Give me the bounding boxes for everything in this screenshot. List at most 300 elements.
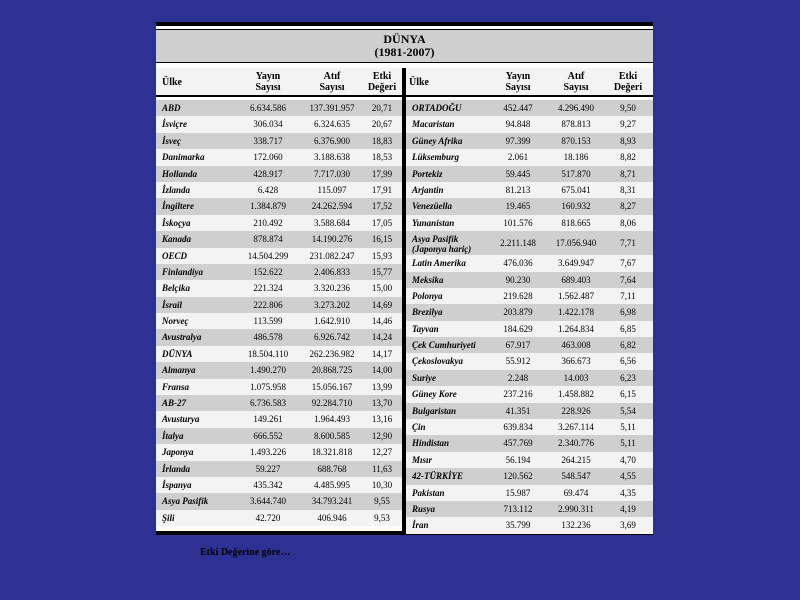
table-row <box>156 297 402 313</box>
cell-publications: 56.194 <box>505 454 531 465</box>
cell-impact: 7,11 <box>620 290 636 301</box>
cell-impact: 16,15 <box>371 234 393 245</box>
cell-citations: 69.474 <box>563 487 589 498</box>
cell-impact: 18,83 <box>371 135 393 146</box>
cell-impact: 12,90 <box>371 430 393 441</box>
cell-citations: 264.215 <box>561 454 591 465</box>
table-row <box>406 215 653 231</box>
cell-country <box>412 485 445 501</box>
cell-country <box>412 255 466 271</box>
cell-impact: 14,17 <box>371 348 393 359</box>
cell-impact: 17,99 <box>371 168 393 179</box>
cell-country-text: İran <box>412 520 429 531</box>
cell-country <box>162 493 208 509</box>
cell-citations: 366.673 <box>561 356 591 367</box>
cell-impact: 13,99 <box>371 381 393 392</box>
cell-country <box>162 215 191 231</box>
cell-impact: 20,67 <box>371 119 393 130</box>
header-impact-line2: Değeri <box>367 82 397 93</box>
cell-country <box>162 198 194 214</box>
cell-publications: 35.799 <box>505 520 531 531</box>
cell-citations: 6.324.635 <box>314 119 350 130</box>
cell-country <box>412 182 444 198</box>
cell-citations: 14.003 <box>563 372 589 383</box>
cell-country <box>162 116 187 132</box>
table-title-block <box>156 29 653 63</box>
cell-country-text: Güney Afrika <box>412 135 463 146</box>
cell-country <box>162 329 201 345</box>
cell-country <box>412 215 454 231</box>
cell-publications: 18.504.110 <box>247 348 289 359</box>
header-impact-line1: Etki <box>372 71 392 82</box>
header-publications <box>238 71 298 93</box>
cell-country-text: Macaristan <box>412 119 455 130</box>
table-row <box>156 411 402 427</box>
table-row <box>406 452 653 468</box>
cell-publications: 639.834 <box>503 422 533 433</box>
cell-impact: 17,05 <box>371 217 393 228</box>
table-row <box>156 149 402 165</box>
table-row <box>406 272 653 288</box>
cell-country-text: ABD <box>162 103 181 113</box>
cell-impact: 15,93 <box>371 250 393 261</box>
cell-country <box>412 353 463 369</box>
cell-publications: 172.060 <box>253 152 283 163</box>
table-row <box>406 231 653 255</box>
cell-country <box>162 297 182 313</box>
table-row <box>156 313 402 329</box>
cell-country-text: Arjantin <box>412 184 444 195</box>
table-row <box>406 386 653 402</box>
cell-country-text: Lüksemburg <box>412 152 460 163</box>
cell-citations: 20.868.725 <box>311 365 353 376</box>
cell-impact: 8,27 <box>620 201 636 212</box>
cell-country-text-2: (Japonya hariç) <box>412 244 472 255</box>
table-row <box>156 346 402 362</box>
cell-impact: 5,11 <box>620 422 636 433</box>
cell-country <box>412 133 462 149</box>
cell-impact: 14,00 <box>371 365 393 376</box>
header-publications-line2: Sayısı <box>255 82 281 93</box>
cell-country <box>412 468 463 484</box>
cell-citations: 18.186 <box>563 152 589 163</box>
cell-impact: 4,19 <box>620 503 636 514</box>
cell-publications: 6.428 <box>257 184 279 195</box>
header-citations <box>546 71 606 93</box>
cell-publications: 452.447 <box>503 103 533 113</box>
cell-publications: 55.912 <box>505 356 531 367</box>
table-row <box>406 353 653 369</box>
cell-impact: 15,00 <box>371 283 393 294</box>
cell-country-text: İzlanda <box>162 184 191 195</box>
cell-country-text: İsrail <box>162 299 183 310</box>
cell-citations: 3.273.202 <box>314 299 350 310</box>
cell-country-text: Finlandiya <box>162 266 204 277</box>
cell-publications: 476.036 <box>503 258 533 269</box>
cell-impact: 8,71 <box>620 168 636 179</box>
cell-country-text: Çin <box>412 422 426 433</box>
cell-country-text: Japonya <box>162 447 194 458</box>
table-row <box>406 149 653 165</box>
cell-country-text: DÜNYA <box>162 348 193 359</box>
header-citations-line1: Atıf <box>323 71 341 82</box>
table-header-left <box>156 68 402 97</box>
header-publications-line1: Yayın <box>505 71 531 82</box>
cell-impact: 18,53 <box>371 152 393 163</box>
cell-country-text: Rusya <box>412 503 436 514</box>
table-row <box>406 182 653 198</box>
cell-publications: 152.622 <box>253 266 283 277</box>
header-impact-line1: Etki <box>618 71 638 82</box>
cell-citations: 406.946 <box>317 512 347 523</box>
cell-country <box>412 149 459 165</box>
table-row <box>406 435 653 451</box>
table-row <box>406 166 653 182</box>
cell-country <box>412 116 455 132</box>
cell-publications: 2.211.148 <box>500 238 536 249</box>
cell-publications: 435.342 <box>253 479 283 490</box>
cell-citations: 3.320.236 <box>314 283 350 294</box>
cell-publications: 113.599 <box>253 316 283 327</box>
cell-impact: 4,55 <box>620 471 636 482</box>
table-row <box>156 116 402 132</box>
cell-publications: 222.806 <box>253 299 283 310</box>
cell-impact: 6,56 <box>620 356 636 367</box>
table-row <box>156 477 402 493</box>
table-row <box>406 517 653 533</box>
table-row <box>156 133 402 149</box>
cell-citations: 818.665 <box>561 217 591 228</box>
cell-publications: 149.261 <box>253 414 283 425</box>
cell-country-text: Almanya <box>162 365 196 376</box>
cell-publications: 457.769 <box>503 438 533 449</box>
cell-citations: 463.008 <box>561 340 591 351</box>
table-row <box>406 116 653 132</box>
cell-publications: 59.445 <box>505 168 531 179</box>
cell-country-text: Hindistan <box>412 438 450 449</box>
cell-country-text: İngiltere <box>162 201 195 212</box>
cell-citations: 137.391.957 <box>309 103 355 113</box>
page-title: DÜNYA <box>383 32 426 46</box>
cell-country-text: Fransa <box>162 381 190 392</box>
table-row <box>156 379 402 395</box>
cell-publications: 101.576 <box>503 217 533 228</box>
table-row <box>156 493 402 509</box>
table-row <box>406 337 653 353</box>
cell-country <box>412 198 452 214</box>
cell-impact: 5,11 <box>620 438 636 449</box>
cell-citations: 92.284.710 <box>311 398 353 409</box>
header-publications <box>492 71 544 93</box>
cell-publications: 237.216 <box>503 389 533 400</box>
table-left <box>156 100 402 526</box>
cell-publications: 3.644.740 <box>250 496 286 507</box>
cell-publications: 1.384.879 <box>250 201 286 212</box>
cell-publications: 81.213 <box>505 184 531 195</box>
cell-country <box>412 452 432 468</box>
cell-publications: 486.578 <box>253 332 283 343</box>
cell-citations: 548.547 <box>561 471 591 482</box>
header-impact <box>362 71 402 93</box>
cell-impact: 5,54 <box>620 405 636 416</box>
header-citations-line2: Sayısı <box>563 82 589 93</box>
cell-country <box>162 510 175 526</box>
cell-publications: 428.917 <box>253 168 283 179</box>
cell-country <box>412 288 443 304</box>
cell-citations: 2.406.833 <box>314 266 350 277</box>
cell-citations: 1.964.493 <box>314 414 350 425</box>
cell-citations: 878.813 <box>561 119 591 130</box>
cell-country-text: İskoçya <box>162 217 191 228</box>
cell-publications: 6.634.586 <box>250 103 286 113</box>
cell-country-text: AB-27 <box>162 398 187 409</box>
cell-impact: 13,16 <box>371 414 393 425</box>
cell-country <box>412 419 426 435</box>
cell-publications: 306.034 <box>253 119 283 130</box>
cell-country-text: Kanada <box>162 234 192 245</box>
cell-country <box>162 428 184 444</box>
cell-country-text: İtalya <box>162 430 184 441</box>
cell-country-text: OECD <box>162 250 188 261</box>
table-row <box>156 395 402 411</box>
table-row <box>406 100 653 116</box>
cell-publications: 19.465 <box>505 201 531 212</box>
cell-country-text: Norveç <box>162 316 189 327</box>
cell-publications: 67.917 <box>505 340 531 351</box>
cell-country-text: İsviçre <box>162 119 187 130</box>
page-subtitle: (1981-2007) <box>374 45 435 59</box>
cell-country <box>412 403 456 419</box>
table-row <box>156 362 402 378</box>
cell-citations: 3.188.638 <box>314 152 350 163</box>
cell-citations: 2.990.311 <box>558 503 594 514</box>
cell-citations: 688.768 <box>317 463 347 474</box>
table-row <box>406 255 653 271</box>
cell-impact: 10,30 <box>371 479 393 490</box>
cell-impact: 8,82 <box>620 152 636 163</box>
cell-publications: 1.493.226 <box>250 447 286 458</box>
table-row <box>406 419 653 435</box>
cell-impact: 6,85 <box>620 323 636 334</box>
cell-publications: 97.399 <box>505 135 531 146</box>
cell-country <box>412 304 443 320</box>
cell-country <box>412 386 457 402</box>
cell-country <box>412 435 449 451</box>
table-row <box>406 370 653 386</box>
cell-citations: 6.376.900 <box>314 135 350 146</box>
header-publications-line2: Sayısı <box>505 82 531 93</box>
cell-citations: 4.485.995 <box>314 479 350 490</box>
cell-citations: 115.097 <box>317 184 347 195</box>
cell-country <box>412 337 476 353</box>
cell-citations: 2.340.776 <box>558 438 594 449</box>
cell-publications: 14.504.299 <box>247 250 289 261</box>
cell-impact: 9,55 <box>374 496 390 507</box>
header-country: Ülke <box>409 77 429 88</box>
table-row <box>406 468 653 484</box>
cell-impact: 15,77 <box>371 266 393 277</box>
cell-country <box>412 272 444 288</box>
cell-impact: 9,50 <box>620 103 636 113</box>
cell-publications: 221.324 <box>253 283 283 294</box>
cell-impact: 9,53 <box>374 512 390 523</box>
cell-impact: 17,91 <box>371 184 393 195</box>
cell-publications: 59.227 <box>255 463 281 474</box>
cell-impact: 7,71 <box>620 238 636 249</box>
table-row <box>406 501 653 517</box>
cell-impact: 6,98 <box>620 307 636 318</box>
cell-impact: 7,64 <box>620 274 636 285</box>
cell-country <box>162 411 199 427</box>
cell-country-text: Güney Kore <box>412 389 457 400</box>
cell-citations: 18.321.818 <box>311 447 353 458</box>
cell-citations: 262.236.982 <box>309 348 355 359</box>
cell-publications: 120.562 <box>503 471 533 482</box>
cell-publications: 219.628 <box>503 290 533 301</box>
cell-citations: 3.649.947 <box>558 258 594 269</box>
cell-country <box>162 346 192 362</box>
cell-country-text: Meksika <box>412 274 444 285</box>
cell-citations: 4.296.490 <box>558 103 594 113</box>
cell-publications: 41.351 <box>505 405 531 416</box>
cell-country-text: Hollanda <box>162 168 198 179</box>
cell-country <box>412 234 471 254</box>
header-citations-line1: Atıf <box>567 71 585 82</box>
cell-impact: 3,69 <box>620 520 636 531</box>
cell-country-text: İrlanda <box>162 463 191 474</box>
cell-country-text: Venezüella <box>412 201 453 212</box>
header-impact-line2: Değeri <box>613 82 643 93</box>
table-row <box>156 100 402 116</box>
cell-country <box>162 166 197 182</box>
cell-impact: 8,31 <box>620 184 636 195</box>
cell-country-text: Polonya <box>412 290 443 301</box>
cell-citations: 3.588.684 <box>314 217 350 228</box>
cell-publications: 203.879 <box>503 307 533 318</box>
cell-publications: 210.492 <box>253 217 283 228</box>
table-row <box>156 182 402 198</box>
table-row <box>406 304 653 320</box>
cell-country-text: Avustralya <box>162 332 202 343</box>
table-row <box>156 248 402 264</box>
cell-country <box>162 313 189 329</box>
cell-country <box>162 461 190 477</box>
table-row <box>156 264 402 280</box>
cell-citations: 34.793.241 <box>311 496 353 507</box>
cell-impact: 6,15 <box>620 389 636 400</box>
cell-country <box>412 370 436 386</box>
cell-impact: 14,46 <box>371 316 393 327</box>
header-citations-line2: Sayısı <box>319 82 345 93</box>
cell-country-text: Yunanistan <box>412 217 455 228</box>
cell-impact: 20,71 <box>371 103 393 113</box>
cell-country-text: ORTADOĞU <box>412 103 462 113</box>
cell-country-text: İsveç <box>162 135 181 146</box>
cell-country <box>412 517 429 533</box>
cell-impact: 4,70 <box>620 454 636 465</box>
cell-country-text: İspanya <box>162 479 192 490</box>
table-row <box>156 510 402 526</box>
cell-publications: 1.490.270 <box>250 365 286 376</box>
cell-country-text: Avusturya <box>162 414 200 425</box>
cell-country-text: Asya Pasifik <box>412 234 459 245</box>
cell-country <box>162 248 187 264</box>
cell-country-text: 42-TÜRKİYE <box>412 471 464 482</box>
cell-country <box>412 100 462 116</box>
table-row <box>156 215 402 231</box>
table-row <box>156 329 402 345</box>
header-citations <box>302 71 362 93</box>
header-country: Ülke <box>162 77 182 88</box>
header-impact <box>608 71 648 93</box>
cell-publications: 878.874 <box>253 234 283 245</box>
cell-citations: 15.056.167 <box>311 381 353 392</box>
cell-country-text: Bulgaristan <box>412 405 457 416</box>
cell-country <box>162 280 190 296</box>
cell-publications: 2.061 <box>507 152 529 163</box>
cell-citations: 160.932 <box>561 201 591 212</box>
cell-citations: 1.422.178 <box>558 307 594 318</box>
cell-country-text: Asya Pasifik <box>162 496 209 507</box>
table-row <box>406 288 653 304</box>
cell-publications: 2.248 <box>507 372 529 383</box>
cell-publications: 666.552 <box>253 430 283 441</box>
cell-country <box>162 379 189 395</box>
cell-citations: 1.264.834 <box>558 323 594 334</box>
cell-citations: 17.056.940 <box>555 238 597 249</box>
cell-impact: 13,70 <box>371 398 393 409</box>
cell-publications: 94.848 <box>505 119 531 130</box>
header-publications-line1: Yayın <box>255 71 281 82</box>
cell-citations: 1.458.882 <box>558 389 594 400</box>
cell-citations: 870.153 <box>561 135 591 146</box>
cell-citations: 3.267.114 <box>558 422 594 433</box>
cell-country-text: Mısır <box>412 454 433 465</box>
table-row <box>406 403 653 419</box>
footnote: Etki Değerine göre… <box>200 547 291 558</box>
cell-citations: 1.562.487 <box>558 290 594 301</box>
cell-impact: 8,93 <box>620 135 636 146</box>
cell-citations: 517.870 <box>561 168 591 179</box>
cell-impact: 14,24 <box>371 332 393 343</box>
table-row <box>406 133 653 149</box>
table-row <box>156 198 402 214</box>
cell-country <box>412 166 443 182</box>
cell-impact: 14,69 <box>371 299 393 310</box>
cell-impact: 6,23 <box>620 372 636 383</box>
cell-country-text: Şili <box>162 512 175 523</box>
cell-country <box>162 395 186 411</box>
table-row <box>406 321 653 337</box>
cell-country-text: Tayvan <box>412 323 439 334</box>
cell-country-text: Pakistan <box>412 487 445 498</box>
table-row <box>156 280 402 296</box>
cell-publications: 713.112 <box>503 503 533 514</box>
cell-country-text: Danimarka <box>162 152 205 163</box>
table-row <box>406 198 653 214</box>
cell-country-text: Suriye <box>412 372 437 383</box>
cell-publications: 15.987 <box>505 487 531 498</box>
cell-impact: 9,27 <box>620 119 636 130</box>
cell-citations: 6.926.742 <box>314 332 350 343</box>
table-header-right <box>406 68 653 97</box>
cell-country <box>162 149 205 165</box>
cell-publications: 184.629 <box>503 323 533 334</box>
cell-publications: 338.717 <box>253 135 283 146</box>
cell-impact: 11,63 <box>372 463 392 474</box>
cell-citations: 7.717.030 <box>314 168 350 179</box>
cell-country <box>162 477 192 493</box>
